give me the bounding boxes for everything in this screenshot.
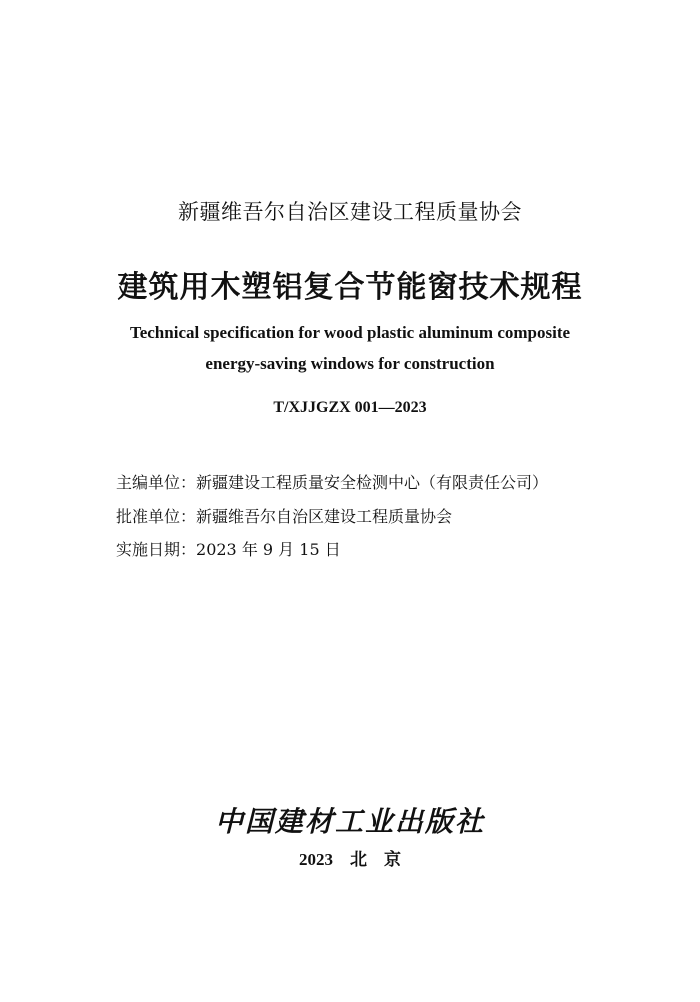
editor-unit-line [116, 470, 548, 493]
implementation-date-line [116, 537, 341, 560]
publisher-logo: 中国建材工业出版社 [214, 805, 485, 838]
approver-unit-line [116, 504, 452, 527]
organization-header: 新疆维吾尔自治区建设工程质量协会 [178, 200, 522, 224]
publish-year-place: 2023 北 京 [299, 850, 401, 869]
editor-unit-value: 新疆建设工程质量安全检测中心（有限责任公司） [196, 473, 549, 492]
approver-unit-label: 批准单位： [116, 507, 197, 526]
implementation-date-value: 2023 年 9 月 15 日 [196, 540, 341, 559]
document-title-en-line1: Technical specification for wood plastic aluminum composite [129, 323, 571, 342]
editor-unit-label: 主编单位： [116, 473, 197, 492]
approver-unit-value: 新疆维吾尔自治区建设工程质量协会 [196, 507, 453, 526]
implementation-date-label: 实施日期： [116, 540, 197, 559]
document-title-cn: 建筑用木塑铝复合节能窗技术规程 [117, 270, 583, 305]
standard-code: T/XJJGZX 001—2023 [273, 399, 427, 416]
document-title-en-line2: energy-saving windows for construction [205, 354, 495, 373]
